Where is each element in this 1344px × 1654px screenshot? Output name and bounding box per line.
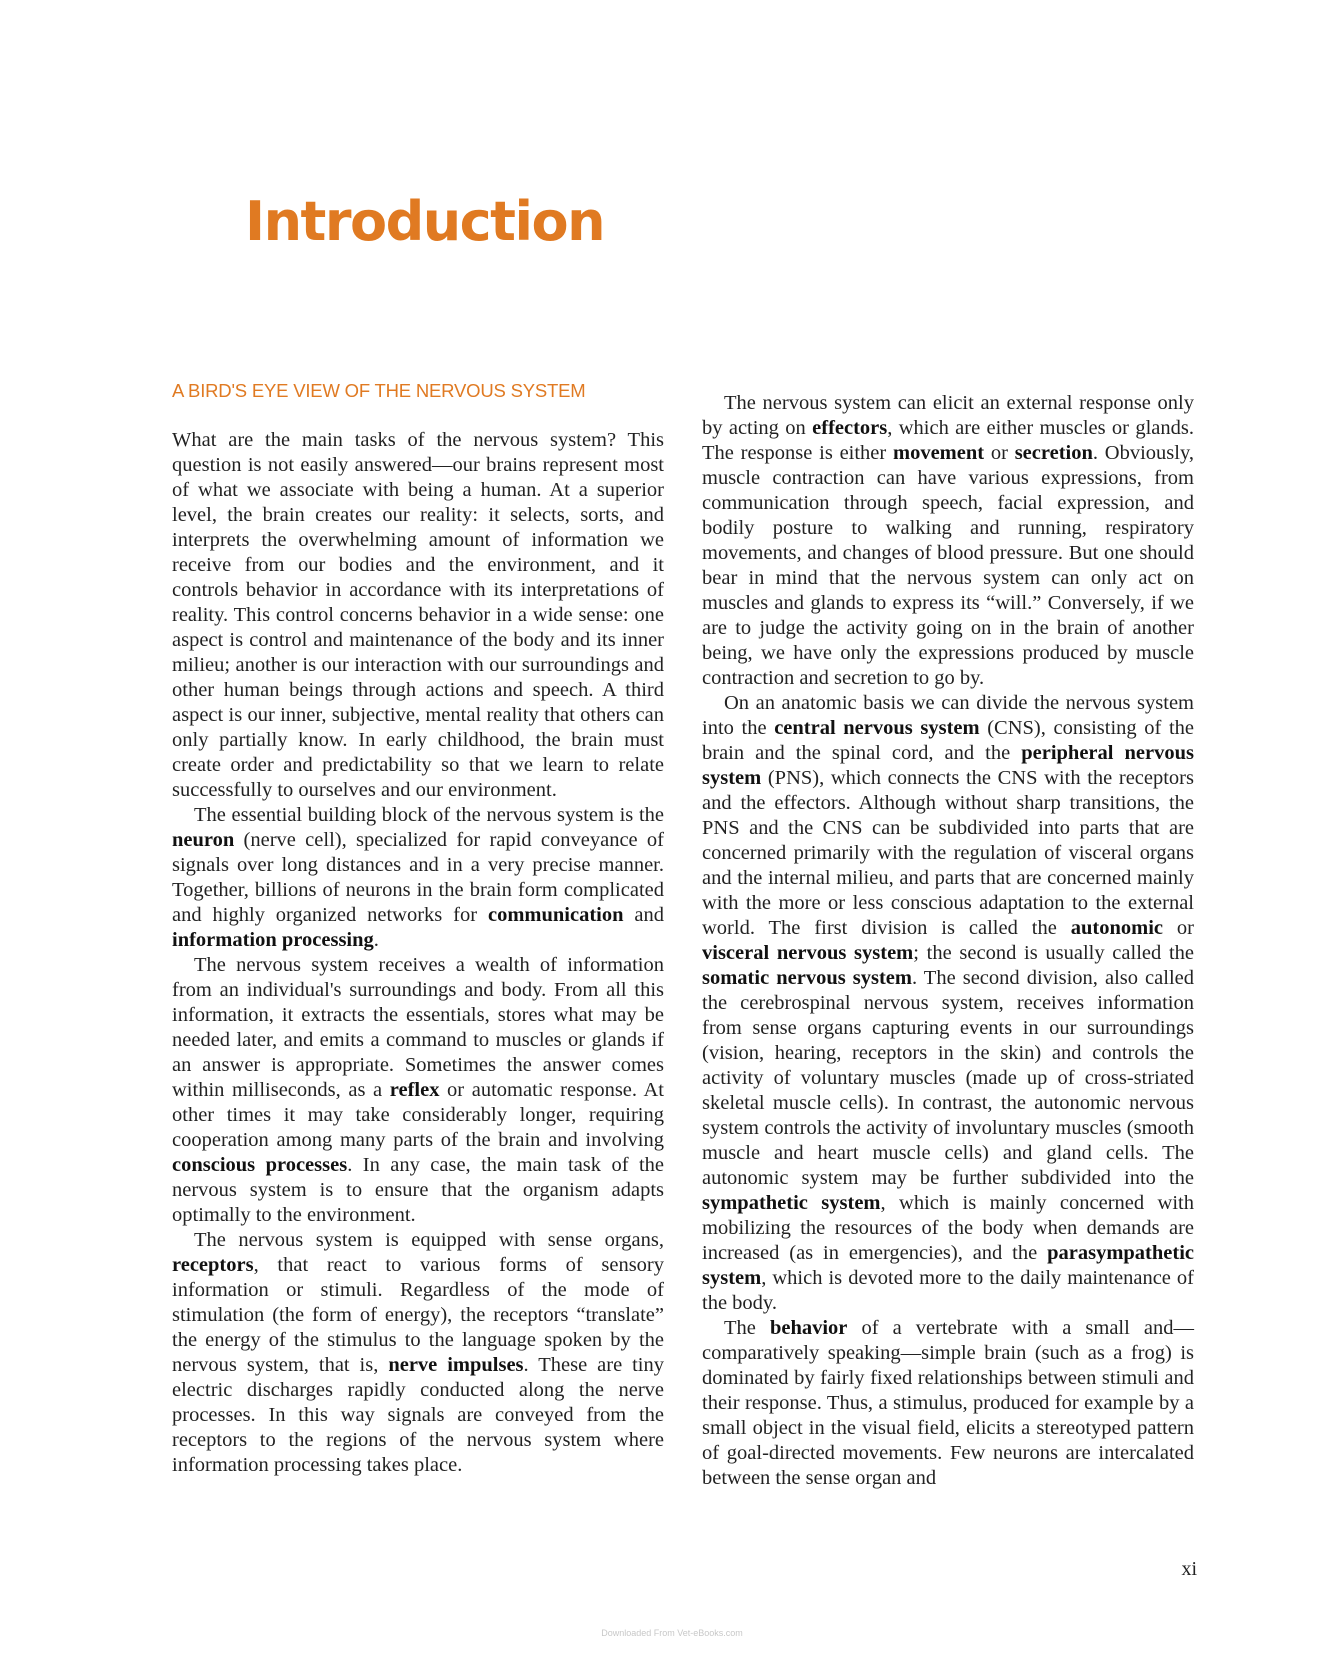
key-term: peripheral nervous system (702, 742, 1194, 789)
key-term: behavior (769, 1317, 848, 1339)
key-term: communication (487, 904, 624, 926)
page-number: xi (1181, 1558, 1197, 1580)
text: or automatic response. At other times it may take considerably longer, requiring cooperation among many parts of the brain and involving (172, 1079, 664, 1151)
key-term: somatic nervous system (702, 967, 912, 989)
text: The nervous system receives a wealth of information from an individual's surroundings and body. From all this information, it extracts the essentials, stores what may be needed later, and emits a command to muscles or glands if an answer is appropriate. Sometimes the answer comes within milliseconds, as a (172, 954, 664, 1101)
text: , which are either muscles or glands. The response is either (702, 417, 1195, 464)
download-footer: Downloaded From Vet-eBooks.com (601, 1628, 743, 1638)
text: and (623, 904, 664, 926)
paragraph (702, 691, 1194, 1316)
key-term: central nervous system (774, 717, 980, 739)
text: (nerve cell), specialized for rapid conveyance of signals over long distances and in a very precise manner. Together, billions of neurons in the brain form complicated and highly organized networks for (172, 829, 664, 926)
paragraph (702, 391, 1194, 691)
key-term: parasympathetic system (702, 1242, 1194, 1289)
text: The essential building block of the nervous system is the (194, 804, 664, 826)
paragraph (172, 428, 664, 803)
text: (CNS), consisting of the brain and the spinal cord, and the (702, 717, 1195, 764)
text: ; the second is usually called the (913, 942, 1194, 964)
key-term: sympathetic system (702, 1192, 881, 1214)
paragraph (172, 1228, 664, 1478)
key-term: receptors (172, 1254, 254, 1276)
text: or (984, 442, 1015, 464)
key-term: effectors (812, 417, 888, 439)
text: . The second division, also called the cerebrospinal nervous system, receives information from sense organs capturing events in our surroundings (vision, hearing, receptors in the skin) and controls the activity of voluntary muscles (made up of cross-striated skeletal muscle cells). In contrast, the autonomic nervous system controls the activity of involuntary muscles (smooth muscle and heart muscle cells) and gland cells. The autonomic system may be further subdivided into the (702, 967, 1194, 1189)
key-term: visceral nervous system (702, 942, 914, 964)
text: , which is devoted more to the daily maintenance of the body. (702, 1267, 1194, 1314)
text: . These are tiny electric discharges rapidly conducted along the nerve processes. In this way signals are conveyed from the receptors to the regions of the nervous system where information processing takes place. (172, 1354, 665, 1476)
text: . (373, 929, 379, 951)
section-heading: A BIRD'S EYE VIEW OF THE NERVOUS SYSTEM (172, 380, 586, 401)
text: On an anatomic basis we can divide the nervous system into the (702, 692, 1194, 739)
key-term: movement (893, 442, 985, 464)
text: . Obviously, muscle contraction can have various expressions, from communication through speech, facial expression, and bodily posture to walking and running, respiratory movements, and changes of blood pressure. But one should bear in mind that the nervous system can only act on muscles and glands to express its “will.” Conversely, if we are to judge the activity going on in the brain of another being, we have only the expressions produced by muscle contraction and secretion to go by. (702, 442, 1194, 689)
key-term: conscious processes (172, 1154, 348, 1176)
text: , that react to various forms of sensory information or stimuli. Regardless of the mode of stimulation (the form of energy), the receptors “translate” the energy of the stimulus to the language spoken by the nervous system, that is, (172, 1254, 664, 1376)
text: of a vertebrate with a small and—comparatively speaking—simple brain (such as a frog) is dominated by fairly fixed relationships between stimuli and their response. Thus, a stimulus, produced for example by a small object in the visual field, elicits a stereotyped pattern of goal-directed movements. Few neurons are intercalated between the sense organ and (702, 1317, 1194, 1489)
text: or (1162, 917, 1194, 939)
chapter-title: Introduction (245, 190, 605, 253)
paragraph (172, 803, 664, 953)
key-term: reflex (389, 1079, 440, 1101)
left-column (172, 380, 664, 1478)
text: (PNS), which connects the CNS with the receptors and the effectors. Although without sharp transitions, the PNS and the CNS can be subdivided into parts that are concerned primarily with the regulation of visceral organs and the internal milieu, and parts that are concerned mainly with the more or less conscious adaptation to the external world. The first division is called the (702, 767, 1194, 939)
paragraph (172, 953, 664, 1228)
key-term: nerve impulses (388, 1354, 524, 1376)
key-term: information processing (172, 929, 374, 951)
paragraph (702, 1316, 1194, 1491)
key-term: neuron (172, 829, 235, 851)
key-term: autonomic (1070, 917, 1163, 939)
text: What are the main tasks of the nervous system? This question is not easily answered—our brains represent most of what we associate with being a human. At a superior level, the brain creates our reality: it selects, sorts, and interprets the overwhelming amount of information we receive from our bodies and the environment, and it controls behavior in accordance with its interpretations of reality. This control concerns behavior in a wide sense: one aspect is control and maintenance of the body and its inner milieu; another is our interaction with our surroundings and other human beings through actions and speech. A third aspect is our inner, subjective, mental reality that others can only partially know. In early childhood, the brain must create order and predictability so that we learn to relate successfully to ourselves and our environment. (172, 429, 664, 801)
text: , which is mainly concerned with mobilizing the resources of the body when demands are increased (as in emergencies), and the (702, 1192, 1194, 1264)
text: . In any case, the main task of the nervous system is to ensure that the organism adapts optimally to the environment. (172, 1154, 664, 1226)
text: The (724, 1317, 770, 1339)
text: The nervous system can elicit an external response only by acting on (702, 392, 1194, 439)
key-term: secretion (1014, 442, 1093, 464)
right-column (702, 391, 1194, 1491)
text: The nervous system is equipped with sense organs, (194, 1229, 664, 1251)
